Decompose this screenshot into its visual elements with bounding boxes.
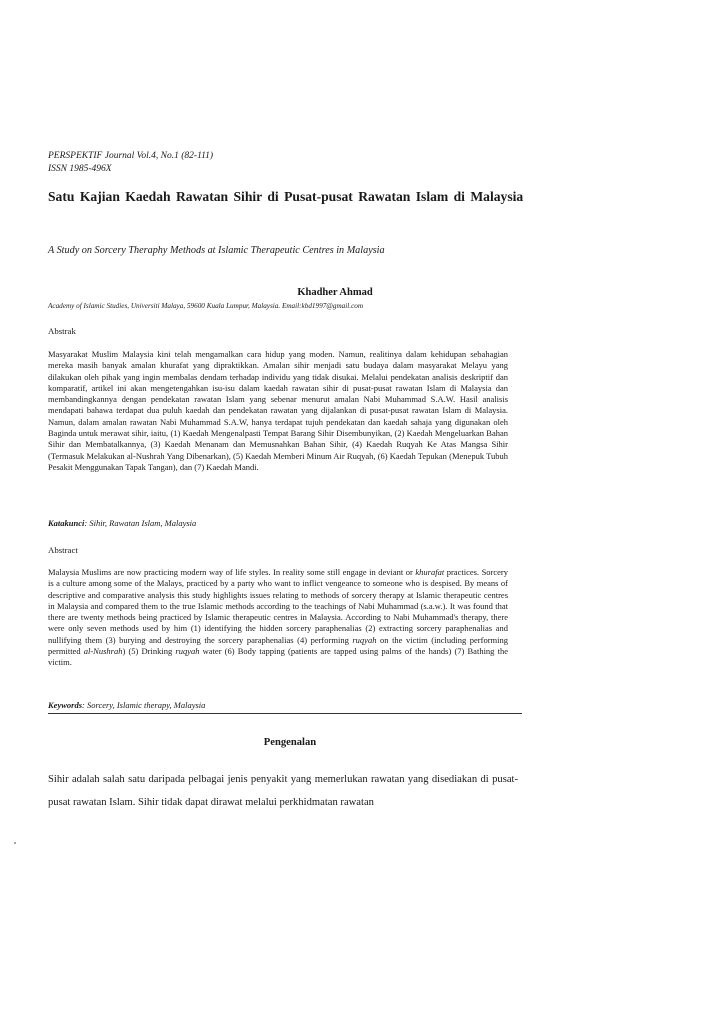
journal-issn: ISSN 1985-496X [48, 164, 112, 174]
abstract-text-part: ) (5) Drinking [122, 646, 176, 657]
section-body-text: Sihir adalah salah satu daripada pelbagai jenis penyakit yang memerlukan rawatan yang disediakan di pusat-pusat rawatan Islam. Sihir tidak dapat dirawat melalui perkhidmatan rawatan [48, 774, 518, 808]
journal-header [48, 150, 213, 176]
journal-citation: PERSPEKTIF Journal Vol.4, No.1 (82-111) [48, 151, 214, 161]
katakunci-line [48, 518, 196, 528]
keywords-value: : Sorcery, Islamic therapy, Malaysia [82, 700, 206, 710]
abstract-text-part: practices. Sorcery is a culture among some of the Malays, practiced by a party who want to inflict vengeance to someone who is despised. By means of descriptive and comparative analysis this study highlights issues relating to methods of sorcery therapy at Islamic therapeutic centres in Malaysia and compared them to the true Islamic methods according to the teachings of Nabi Muhammad (s.a.w.). It was found that there are twenty methods being practiced by Islamic therapeutic centres in Malaysia. According to Nabi Muhammad's therapy, there were only seven methods used by him (1) identifying the hidden sorcery paraphenalias (2) extracting sorcery paraphenalias and nullifying them (3) burying and destroying the sorcery paraphenalias (4) performing [48, 567, 509, 645]
abstrak-heading: Abstrak [48, 326, 76, 336]
abstract-text-part: on the victim (including performing permitted [48, 634, 509, 657]
abstract-term-khurafat: khurafat [415, 567, 445, 577]
abstract-text-part: water (6) Body tapping (patients are tapped using palms of the hands) (7) Bathing the victim. [48, 646, 508, 668]
abstrak-text: Masyarakat Muslim Malaysia kini telah mengamalkan cara hidup yang moden. Namun, realitinya dalam kehidupan sebahagian mereka masih banyak amalan khurafat yang dipraktikkan. Amalan sihir menjadi satu budaya dalam masyarakat Melayu yang dilakukan oleh pihak yang ingin membalas dendam terhadap individu yang tidak disukai. Melalui pendekatan analisis deskriptif dan komparatif, artikel ini akan mengetengahkan isu-isu dalam kaedah rawatan sihir di pusat-pusat rawatan Islam di Malaysia dan membandingkannya dengan pendekatan rawatan Islam yang sebenar menurut amalan Nabi Muhammad S.A.W. Hasil analisis mendapati bahawa terdapat dua puluh kaedah dan pendekatan rawatan yang dijalankan di pusat-pusat rawatan Islam di Malaysia. Namun, dalam amalan rawatan Nabi Muhammad S.A.W, hanya terdapat tujuh pendekatan dan kaedah sahaja yang digunakan oleh Baginda untuk merawat sihir, iaitu, (1) Kaedah Mengenalpasti Tempat Barang Sihir Disembunyikan, (2) Kaedah Mengeluarkan Bahan Sihir dan Membatalkannya, (3) Kaedah Menanam dan Memusnahkan Bahan Sihir, (4) Kaedah Ruqyah Ke Atas Mangsa Sihir (Termasuk Melakukan al-Nushrah Yang Dibenarkan), (5) Kaedah Memberi Minum Air Ruqyah, (6) Kaedah Tepukan (Menepuk Tubuh Pesakit Menggunakan Tapak Tangan), dan (7) Kaedah Mandi. [48, 349, 508, 472]
abstract-heading: Abstract [48, 545, 78, 555]
paper-title: Satu Kajian Kaedah Rawatan Sihir di Pusat-pusat Rawatan Islam di Malaysia [48, 189, 524, 204]
section-heading: Pengenalan [263, 737, 317, 748]
abstract-term-ruqyah: ruqyah [175, 646, 200, 657]
katakunci-label: Katakunci [48, 518, 85, 528]
abstract-text-part: Malaysia Muslims are now practicing modern way of life styles. In reality some still engage in deviant or [48, 567, 416, 577]
abstract-term-ruqyah: ruqyah [352, 634, 377, 645]
katakunci-value: : Sihir, Rawatan Islam, Malaysia [84, 518, 197, 528]
author-affiliation: Academy of Islamic Studies, Universiti Malaya, 59600 Kuala Lumpur, Malaysia. Email:kbd1997@gmail.com [48, 302, 364, 310]
keywords-label: Keywords [48, 700, 82, 710]
abstract-text [48, 567, 508, 669]
keywords-line [48, 700, 205, 710]
scan-mark [14, 842, 16, 844]
section-divider [48, 713, 522, 714]
paper-subtitle: A Study on Sorcery Theraphy Methods at Islamic Therapeutic Centres in Malaysia [48, 245, 385, 256]
abstract-term-nushrah: al-Nushrah [83, 646, 123, 657]
author-name: Khadher Ahmad [297, 287, 373, 298]
